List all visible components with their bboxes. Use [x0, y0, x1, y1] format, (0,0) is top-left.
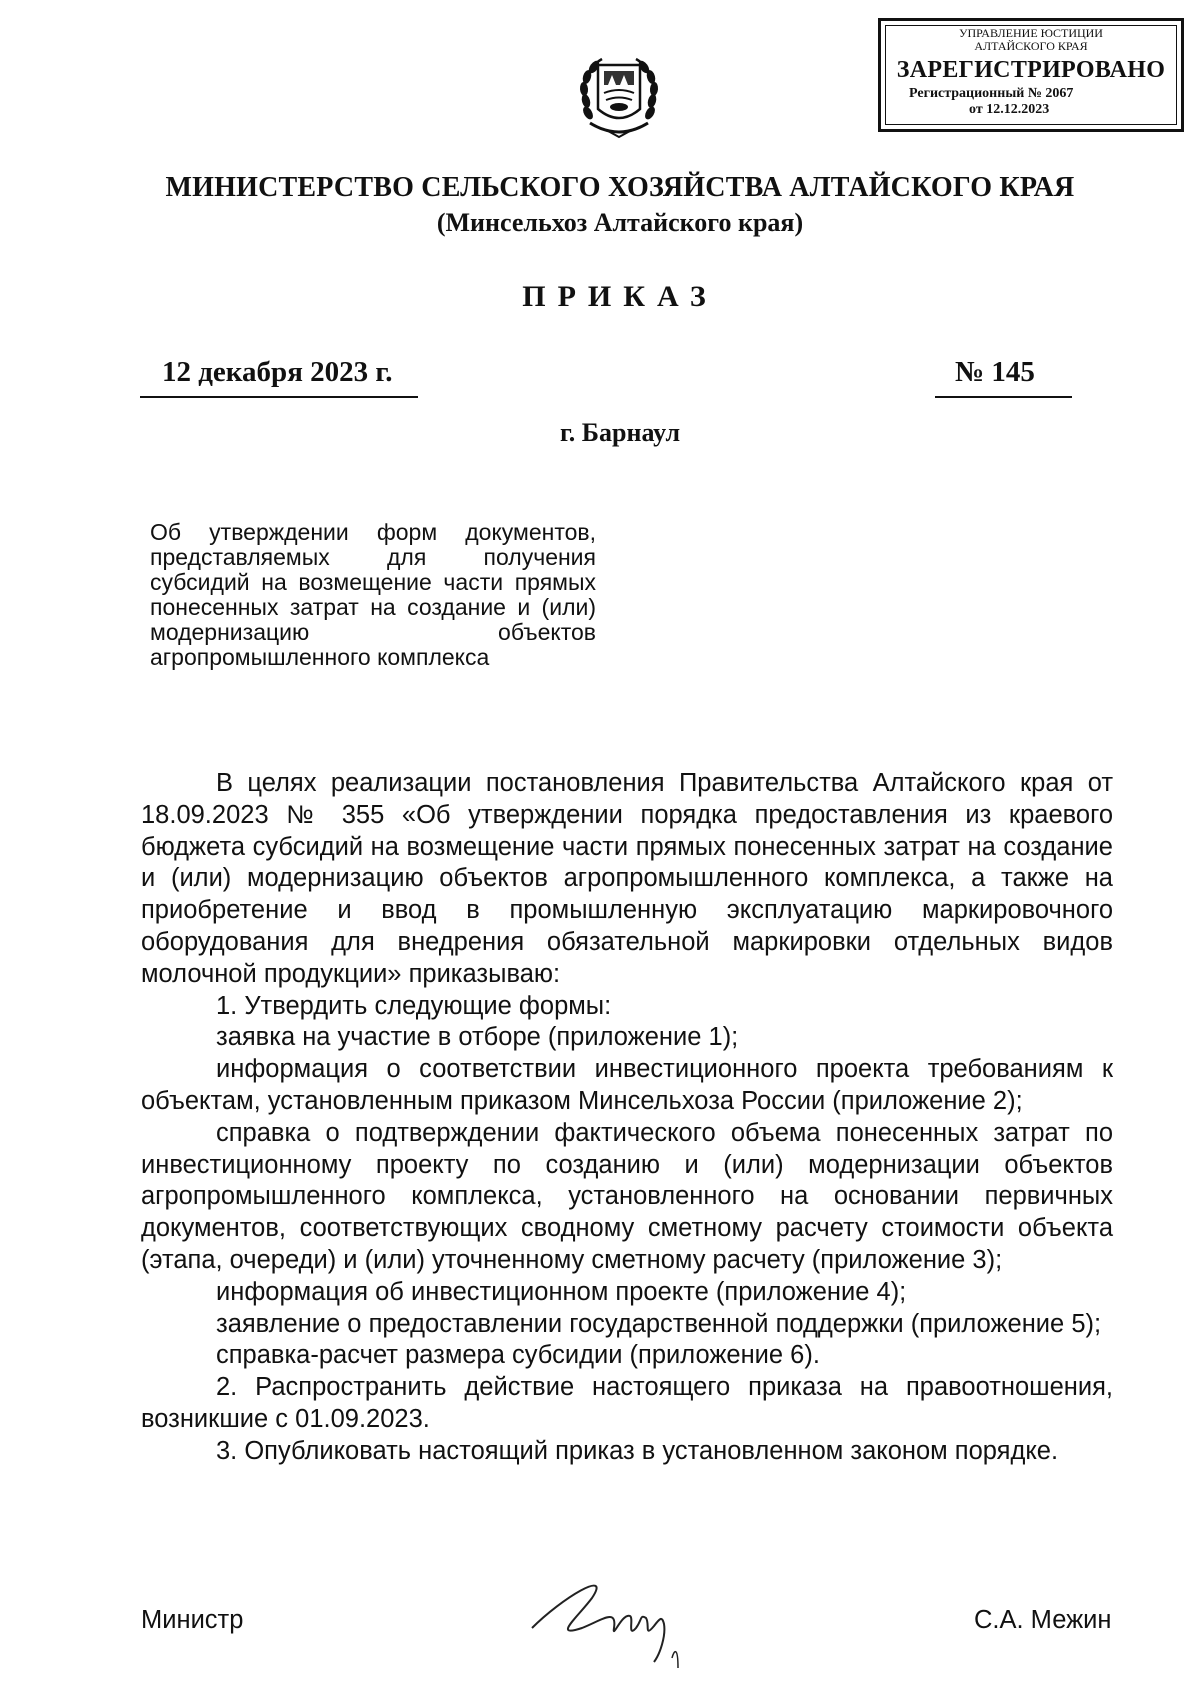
- item-3: 3. Опубликовать настоящий приказ в установленном законом порядке.: [216, 1436, 1059, 1465]
- order-date-field: [140, 356, 418, 398]
- document-type: ПРИКАЗ: [522, 280, 718, 313]
- order-date: 12 декабря 2023 г.: [162, 356, 393, 388]
- order-body: [141, 768, 1113, 1468]
- stamp-org-line1: УПРАВЛЕНИЕ ЮСТИЦИИ: [959, 26, 1103, 40]
- item-1: 1. Утвердить следующие формы:: [216, 991, 612, 1020]
- form-3: справка о подтверждении фактического объема понесенных затрат по инвестиционному проекту по созданию и (или) модернизации объектов агропромышленного комплекса, установленного на основании первичных документов, соответствующих сводному сметному расчету стоимости объекта (этапа, очереди) и (или) уточненному сметному расчету (приложение 3);: [141, 1118, 1113, 1274]
- item-2: 2. Распространить действие настоящего приказа на правоотношения, возникшие с 01.09.2023.: [141, 1373, 1113, 1433]
- form-6: справка-расчет размера субсидии (приложение 6).: [216, 1341, 820, 1370]
- form-4: информация об инвестиционном проекте (приложение 4);: [216, 1277, 907, 1306]
- form-1: заявка на участие в отборе (приложение 1);: [216, 1023, 739, 1052]
- order-subject: Об утверждении форм документов, представляемых для получения субсидий на возмещение части прямых понесенных затрат на создание и (или) модернизацию объектов агропромышленного комплекса: [150, 519, 596, 670]
- form-5: заявление о предоставлении государственной поддержки (приложение 5);: [216, 1309, 1102, 1338]
- order-number-field: [935, 356, 1072, 398]
- stamp-inner-border: [885, 25, 1177, 125]
- stamp-reg-date: от 12.12.2023: [969, 102, 1050, 117]
- order-number: № 145: [955, 356, 1035, 388]
- form-2: информация о соответствии инвестиционного проекта требованиям к объектам, установленным приказом Минсельхоза России (приложение 2);: [141, 1055, 1113, 1115]
- signatory-name: С.А. Межин: [974, 1606, 1112, 1634]
- ministry-short-name: (Минсельхоз Алтайского края): [436, 208, 804, 237]
- altai-krai-coat-of-arms-icon: [564, 45, 674, 173]
- stamp-org-line2: АЛТАЙСКОГО КРАЯ: [974, 39, 1088, 53]
- city: г. Барнаул: [559, 418, 681, 447]
- stamp-status: ЗАРЕГИСТРИРОВАНО: [896, 57, 1166, 83]
- ministry-title: МИНИСТЕРСТВО СЕЛЬСКОГО ХОЗЯЙСТВА АЛТАЙСКОГО КРАЯ: [165, 172, 1075, 203]
- signatory-title: Министр: [141, 1606, 244, 1634]
- preamble-paragraph: В целях реализации постановления Правительства Алтайского края от 18.09.2023 № 355 «Об утверждении порядка предоставления из краевого бюджета субсидий на возмещение части прямых понесенных затрат на создание и (или) модернизацию объектов агропромышленного комплекса, а также на приобретение и ввод в промышленную эксплуатацию маркировочного оборудования для внедрения обязательной маркировки отдельных видов молочной продукции» приказываю:: [141, 769, 1113, 988]
- registration-stamp: [878, 18, 1184, 132]
- stamp-reg-number: Регистрационный № 2067: [909, 86, 1074, 101]
- handwritten-signature-icon: [522, 1558, 722, 1678]
